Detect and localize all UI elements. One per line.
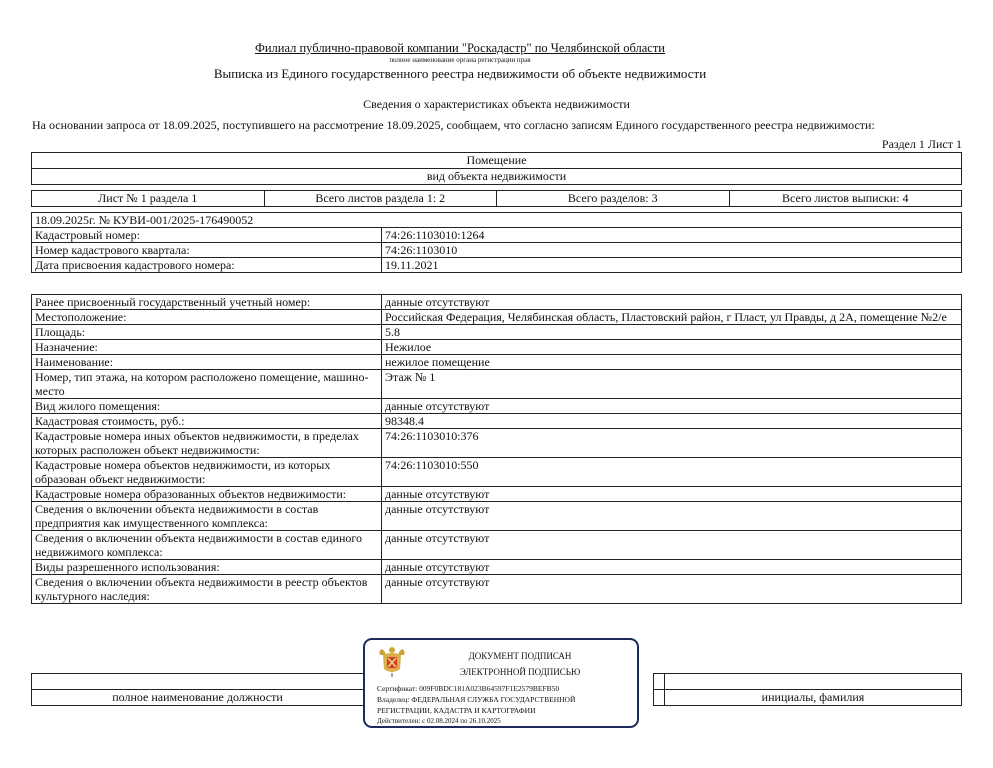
row-value: 98348.4	[382, 414, 962, 429]
row-label: Номер кадастрового квартала:	[32, 243, 382, 258]
row-value: данные отсутствуют	[382, 502, 962, 531]
row-value: нежилое помещение	[382, 355, 962, 370]
cadastral-quarter: 74:26:1103010	[382, 243, 962, 258]
table-row	[32, 340, 962, 355]
request-line: 18.09.2025г. № КУВИ-001/2025-176490052	[32, 213, 962, 228]
intro-text: На основании запроса от 18.09.2025, поступившего на рассмотрение 18.09.2025, сообщаем, что согласно записям Единого государственного реестра недвижимости:	[32, 118, 875, 132]
table-row	[32, 355, 962, 370]
row-value: Этаж № 1	[382, 370, 962, 399]
cadastral-number: 74:26:1103010:1264	[382, 228, 962, 243]
spacer-cell	[654, 690, 665, 706]
table-row	[32, 531, 962, 560]
table-row	[32, 502, 962, 531]
signature-name-table	[653, 673, 962, 706]
row-label: Кадастровая стоимость, руб.:	[32, 414, 382, 429]
section-title: Сведения о характеристиках объекта недвижимости	[363, 97, 630, 111]
assignment-date: 19.11.2021	[382, 258, 962, 273]
row-label: Вид жилого помещения:	[32, 399, 382, 414]
row-value: 74:26:1103010:376	[382, 429, 962, 458]
sheet-number: Лист № 1 раздела 1	[32, 191, 265, 207]
properties-table	[31, 294, 962, 604]
row-label: Площадь:	[32, 325, 382, 340]
row-label: Кадастровые номера образованных объектов недвижимости:	[32, 487, 382, 502]
row-label: Наименование:	[32, 355, 382, 370]
row-label: Номер, тип этажа, на котором расположено помещение, машино-место	[32, 370, 382, 399]
spacer-cell	[654, 674, 665, 690]
row-value: данные отсутствуют	[382, 295, 962, 310]
row-label: Сведения о включении объекта недвижимости в реестр объектов культурного наследия:	[32, 575, 382, 604]
position-caption: полное наименование должности	[32, 690, 364, 706]
table-row	[32, 258, 962, 273]
sheets-in-section: Всего листов раздела 1: 2	[264, 191, 497, 207]
sheets-table	[31, 190, 962, 207]
row-label: Дата присвоения кадастрового номера:	[32, 258, 382, 273]
table-row	[32, 310, 962, 325]
stamp-title-line2: ЭЛЕКТРОННОЙ ПОДПИСЬЮ	[459, 667, 581, 677]
organization-subtitle: полное наименование органа регистрации прав	[389, 56, 531, 64]
name-caption: инициалы, фамилия	[665, 690, 962, 706]
table-row	[32, 575, 962, 604]
row-value: Российская Федерация, Челябинская область, Пластовский район, г Пласт, ул Правды, д 2А, помещение №2/е	[382, 310, 962, 325]
stamp-validity: Действителен: с 02.08.2024 по 26.10.2025	[377, 717, 501, 725]
total-sheets: Всего листов выписки: 4	[729, 191, 962, 207]
row-label: Сведения о включении объекта недвижимости в состав единого недвижимого комплекса:	[32, 531, 382, 560]
row-label: Кадастровый номер:	[32, 228, 382, 243]
document-title: Выписка из Единого государственного реестра недвижимости об объекте недвижимости	[213, 66, 707, 81]
object-kind-caption: вид объекта недвижимости	[32, 169, 962, 185]
section-sheet-label: Раздел 1 Лист 1	[881, 137, 962, 151]
table-row	[32, 325, 962, 340]
table-row	[32, 458, 962, 487]
stamp-certificate: Сертификат: 009F0BDC181A023B64597F1E2579BEFB50	[377, 684, 560, 693]
object-kind-table	[31, 152, 962, 185]
cadastral-main-table	[31, 212, 962, 273]
table-row	[32, 228, 962, 243]
electronic-signature-stamp	[363, 638, 639, 728]
row-value: данные отсутствуют	[382, 531, 962, 560]
table-row	[32, 399, 962, 414]
stamp-owner-line1: Владелец: ФЕДЕРАЛЬНАЯ СЛУЖБА ГОСУДАРСТВЕННОЙ	[377, 695, 576, 704]
table-row	[32, 370, 962, 399]
row-value: данные отсутствуют	[382, 399, 962, 414]
coat-of-arms-icon	[377, 645, 407, 677]
table-row	[32, 429, 962, 458]
row-label: Виды разрешенного использования:	[32, 560, 382, 575]
row-label: Сведения о включении объекта недвижимости в состав предприятия как имущественного комплекса:	[32, 502, 382, 531]
total-sections: Всего разделов: 3	[497, 191, 730, 207]
row-label: Назначение:	[32, 340, 382, 355]
table-row	[32, 243, 962, 258]
organization-title: Филиал публично-правовой компании "Роскадастр" по Челябинской области	[254, 41, 665, 55]
row-value: 74:26:1103010:550	[382, 458, 962, 487]
table-row	[32, 560, 962, 575]
row-label: Ранее присвоенный государственный учетный номер:	[32, 295, 382, 310]
row-value: 5.8	[382, 325, 962, 340]
object-kind-value: Помещение	[32, 153, 962, 169]
table-row	[32, 295, 962, 310]
row-label: Кадастровые номера иных объектов недвижимости, в пределах которых расположен объект недвижимости:	[32, 429, 382, 458]
row-label: Кадастровые номера объектов недвижимости, из которых образован объект недвижимости:	[32, 458, 382, 487]
stamp-title-line1: ДОКУМЕНТ ПОДПИСАН	[468, 651, 572, 661]
stamp-owner-line2: РЕГИСТРАЦИИ, КАДАСТРА И КАРТОГРАФИИ	[377, 706, 536, 715]
row-label: Местоположение:	[32, 310, 382, 325]
row-value: данные отсутствуют	[382, 560, 962, 575]
row-value: данные отсутствуют	[382, 487, 962, 502]
row-value: Нежилое	[382, 340, 962, 355]
table-row	[32, 487, 962, 502]
signature-position-table	[31, 673, 364, 706]
name-blank	[665, 674, 962, 690]
row-value: данные отсутствуют	[382, 575, 962, 604]
position-blank	[32, 674, 364, 690]
table-row	[32, 414, 962, 429]
